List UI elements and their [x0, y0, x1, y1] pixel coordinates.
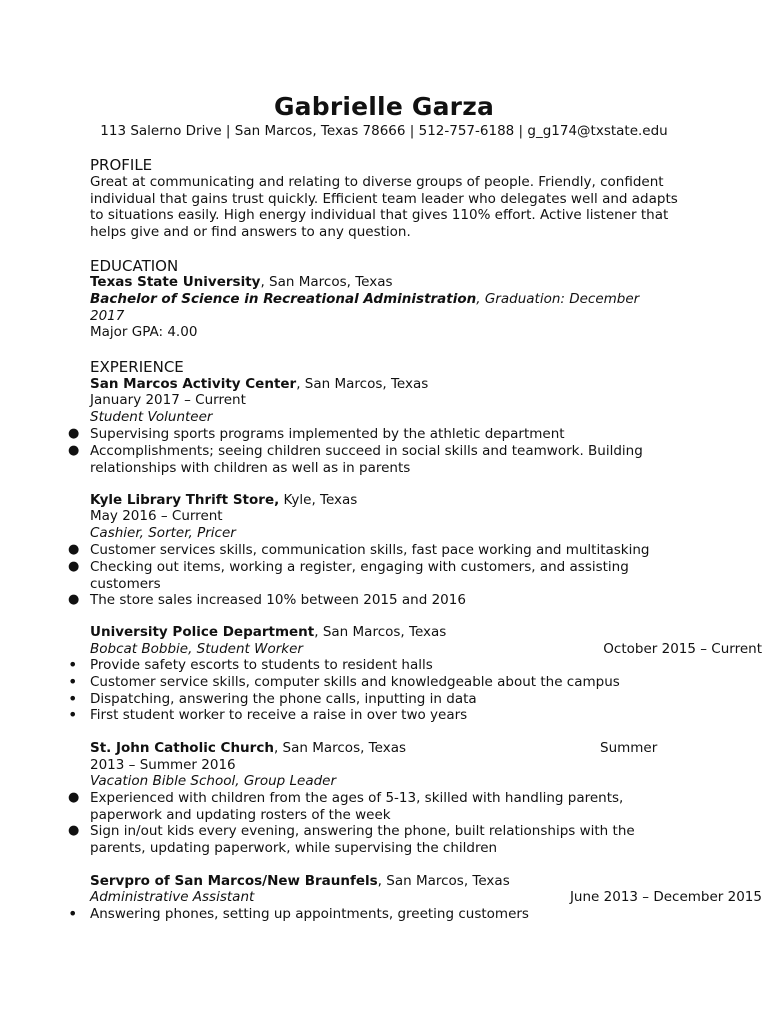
- bullet-icon: [68, 443, 79, 460]
- job-role: Student Volunteer: [90, 409, 213, 425]
- job-bullet: Sign in/out kids every evening, answering the phone, built relationships with the parents, updating paperwork, while supervising the children: [90, 823, 635, 856]
- bullet-icon: [68, 592, 79, 609]
- job-location: , San Marcos, Texas: [377, 873, 510, 889]
- job-org: Servpro of San Marcos/New Braunfels: [90, 873, 378, 889]
- profile-text: Great at communicating and relating to diverse groups of people. Friendly, confident individual that gains trust quickly. Efficient team leader who delegates well and adapts to situations easily. High energy individual that gives 110% effort. Active listener that helps give and or find answers to any question.: [90, 174, 678, 240]
- job-role: Bobcat Bobbie, Student Worker: [90, 641, 303, 657]
- job-location: , San Marcos, Texas: [273, 740, 406, 756]
- job-location: , San Marcos, Texas: [314, 624, 447, 640]
- bullet-icon: [68, 559, 79, 576]
- job-bullet: Experienced with children from the ages of 5-13, skilled with handling parents, paperwork and updating rosters of the week: [90, 790, 624, 823]
- job-role: Cashier, Sorter, Pricer: [90, 525, 236, 541]
- job-bullet: Customer services skills, communication skills, fast pace working and multitasking: [90, 542, 650, 558]
- job-title-line: [90, 740, 406, 756]
- graduation-date: , Graduation: December 2017: [90, 291, 640, 324]
- job-title-line: [90, 376, 428, 392]
- applicant-name: Gabrielle Garza: [273, 92, 495, 121]
- job-org: St. John Catholic Church: [90, 740, 274, 756]
- degree-name: Bachelor of Science in Recreational Administration: [90, 291, 477, 307]
- job-dates: January 2017 – Current: [90, 392, 246, 408]
- job-org: San Marcos Activity Center: [90, 376, 297, 392]
- experience-heading: EXPERIENCE: [90, 358, 184, 376]
- profile-heading: PROFILE: [90, 156, 153, 174]
- school-name: Texas State University: [90, 274, 261, 290]
- job-dates: October 2015 – Current: [603, 641, 762, 657]
- job-dates-start: Summer: [600, 740, 658, 756]
- bullet-icon: [68, 542, 79, 559]
- school-location: , San Marcos, Texas: [260, 274, 393, 290]
- job-location: , San Marcos, Texas: [296, 376, 429, 392]
- job-org: University Police Department: [90, 624, 315, 640]
- job-bullet: First student worker to receive a raise in over two years: [90, 707, 468, 723]
- bullet-icon: [68, 823, 79, 840]
- job-dates: June 2013 – December 2015: [569, 889, 762, 905]
- job-bullet: Provide safety escorts to students to resident halls: [90, 657, 433, 673]
- bullet-icon: [68, 707, 77, 726]
- bullet-icon: [68, 426, 79, 443]
- bullet-icon: [68, 790, 79, 807]
- job-title-line: [90, 873, 510, 889]
- job-bullet: Accomplishments; seeing children succeed in social skills and teamwork. Building relationships with children as well as in parents: [90, 443, 643, 476]
- education-degree-line: [90, 291, 670, 324]
- bullet-icon: [68, 906, 77, 925]
- job-role: Administrative Assistant: [90, 889, 255, 905]
- job-bullet: Answering phones, setting up appointments, greeting customers: [90, 906, 529, 922]
- education-school-line: [90, 274, 393, 290]
- education-heading: EDUCATION: [90, 257, 179, 275]
- job-bullet: Supervising sports programs implemented by the athletic department: [90, 426, 565, 442]
- contact-line: 113 Salerno Drive | San Marcos, Texas 78666 | 512-757-6188 | g_g174@txstate.edu: [100, 123, 668, 139]
- job-bullet: Customer service skills, computer skills and knowledgeable about the campus: [90, 674, 620, 690]
- job-bullet: Dispatching, answering the phone calls, inputting in data: [90, 691, 477, 707]
- job-dates-end: 2013 – Summer 2016: [90, 757, 236, 773]
- job-dates: May 2016 – Current: [90, 508, 223, 524]
- job-role: Vacation Bible School, Group Leader: [90, 773, 337, 789]
- job-bullet: The store sales increased 10% between 2015 and 2016: [90, 592, 466, 608]
- job-org: Kyle Library Thrift Store,: [90, 492, 280, 508]
- job-title-line: [90, 624, 446, 640]
- job-bullet: Checking out items, working a register, engaging with customers, and assisting customers: [90, 559, 629, 592]
- job-title-line: [90, 492, 357, 508]
- job-location: Kyle, Texas: [279, 492, 358, 508]
- gpa: Major GPA: 4.00: [90, 324, 198, 340]
